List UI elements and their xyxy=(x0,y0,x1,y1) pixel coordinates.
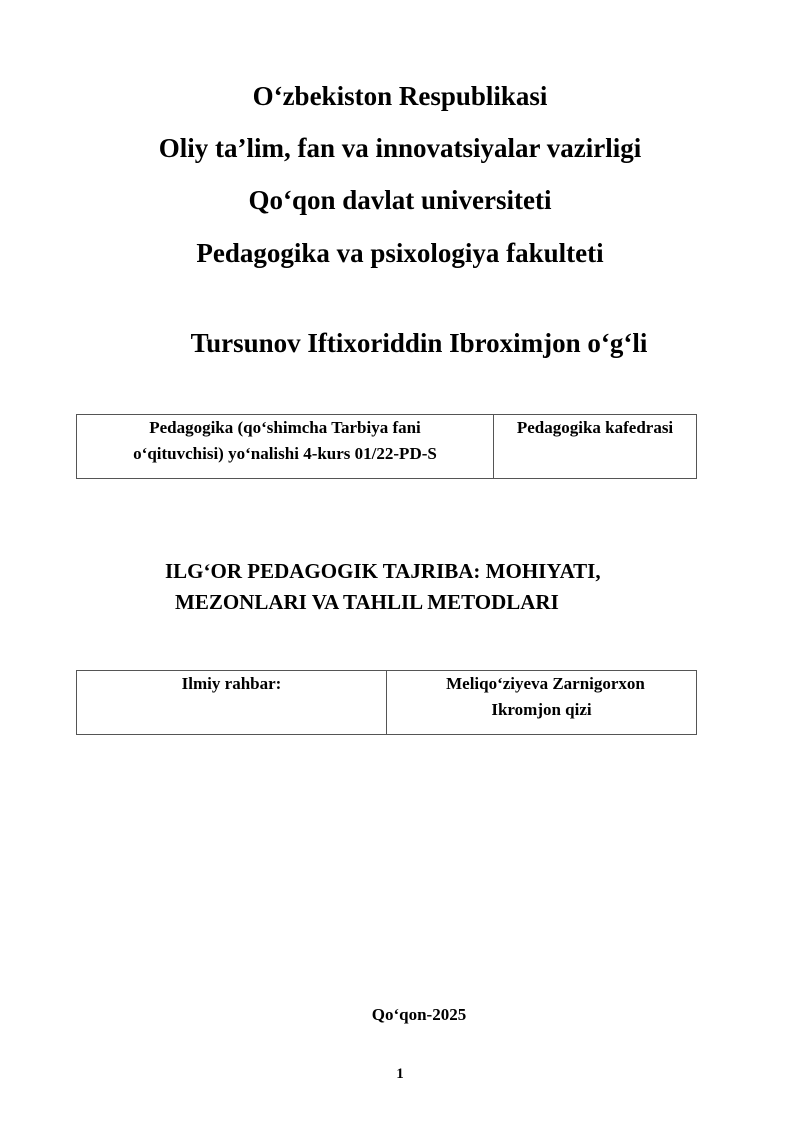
program-line-1: Pedagogika (qo‘shimcha Tarbiya fani xyxy=(149,418,421,437)
department-cell xyxy=(494,415,696,441)
faculty-heading: Pedagogika va psixologiya fakulteti xyxy=(196,238,604,268)
topic-line-1: ILG‘OR PEDAGOGIK TAJRIBA: MOHIYATI, xyxy=(165,559,601,583)
author-name: Tursunov Iftixoriddin Ibroximjon o‘g‘li xyxy=(190,328,648,358)
department-text: Pedagogika kafedrasi xyxy=(516,418,674,437)
ministry-heading: Oliy ta’lim, fan va innovatsiyalar vazirligi xyxy=(158,133,642,163)
page-number: 1 xyxy=(396,1066,404,1082)
supervisor-name-line-2: Ikromjon qizi xyxy=(491,700,592,719)
topic-line-2: MEZONLARI VA TAHLIL METODLARI xyxy=(175,590,559,614)
supervisor-table xyxy=(76,670,697,735)
republic-heading: O‘zbekiston Respublikasi xyxy=(252,81,548,111)
program-cell xyxy=(77,415,493,467)
supervisor-label: Ilmiy rahbar: xyxy=(181,674,282,693)
supervisor-name-line-1: Meliqo‘ziyeva Zarnigorxon xyxy=(446,674,645,693)
program-line-2: o‘qituvchisi) yo‘nalishi 4-kurs 01/22-PD-S xyxy=(133,444,437,463)
place-year: Qo‘qon-2025 xyxy=(371,1005,467,1024)
university-heading: Qo‘qon davlat universiteti xyxy=(248,185,552,215)
supervisor-name-cell xyxy=(387,671,696,723)
info-table xyxy=(76,414,697,479)
